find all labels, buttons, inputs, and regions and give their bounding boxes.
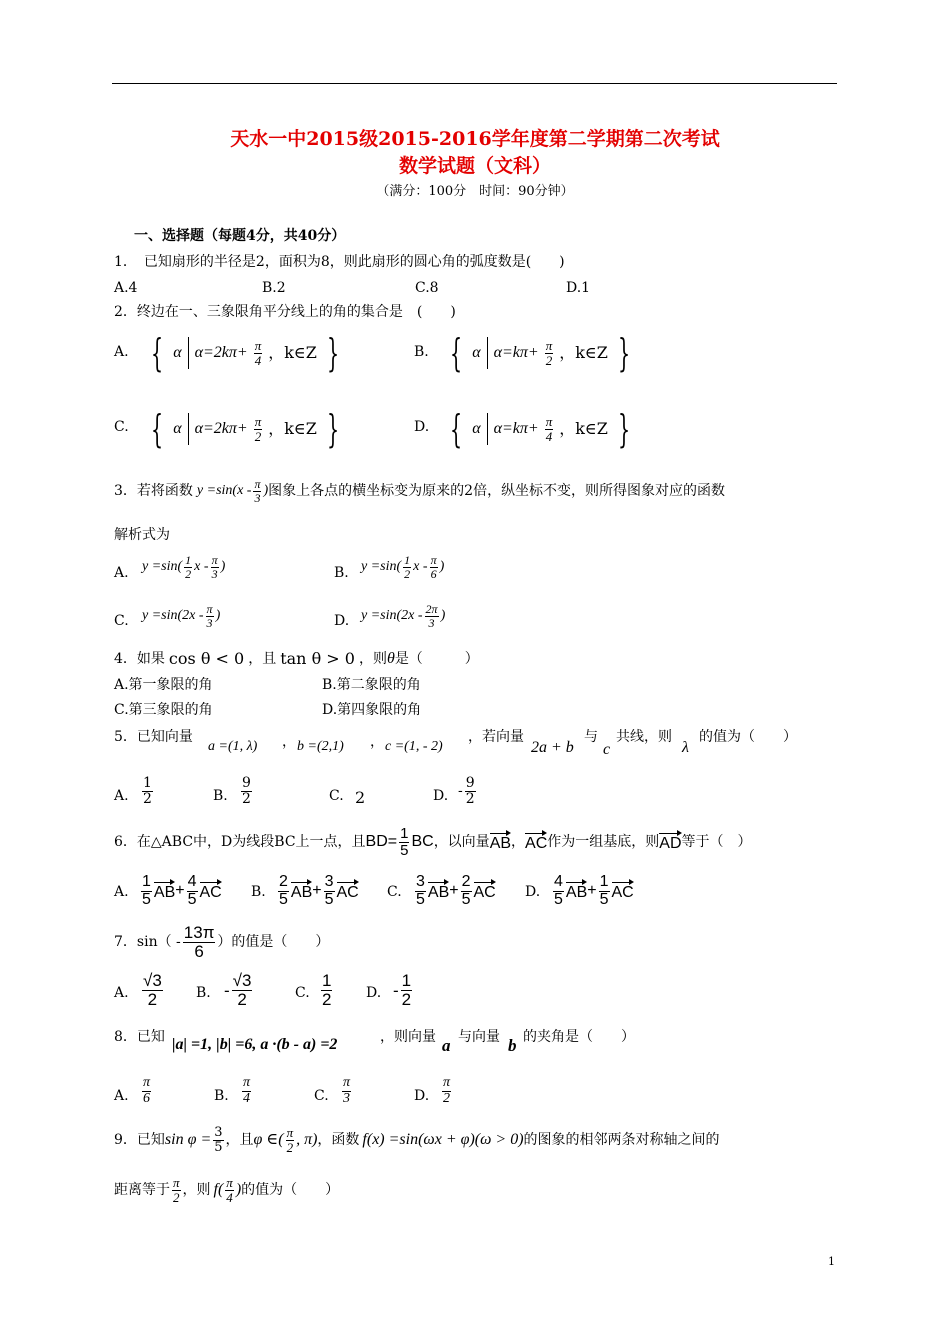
q2-option-a: { α α=2kπ+ $\frac{\pi}{4}$ ，k∈Z } (151, 331, 340, 375)
q1-option-a: A.4 (114, 280, 138, 296)
q8-label-d: D. (414, 1088, 430, 1104)
q5-option-b: $\frac{9}{2}$ (242, 775, 251, 807)
q4-option-a: A.第一象限的角 (114, 677, 213, 693)
q5-lambda: λ (682, 739, 689, 756)
q6-option-d: $\frac{4}{5}$ AB + $\frac{1}{5}$ AC (554, 873, 634, 908)
q7-label-b: B. (196, 985, 211, 1001)
q5-label-a: A. (114, 788, 129, 804)
q5-label-c: C. (329, 788, 344, 804)
q5-with: 与 (584, 729, 598, 745)
q5-stem-mid: ，若向量 (468, 729, 524, 745)
q6-label-b: B. (251, 884, 266, 900)
q3-label-d: D. (334, 613, 350, 629)
q4-stem: 4．如果 cos θ < 0 ，且 tan θ > 0 ，则 θ 是（ ） (114, 649, 479, 668)
q7-option-c: $\frac{1}{2}$ (322, 971, 332, 1009)
q8-vector-a: a (442, 1036, 451, 1055)
q4-option-b: B.第二象限的角 (322, 677, 421, 693)
q8-option-a: $\frac{\pi}{6}$ (143, 1075, 151, 1106)
top-rule (112, 83, 837, 84)
section-heading: 一、选择题（每题4分，共40分） (134, 228, 346, 244)
q3-option-a: y =sin( $\frac{1}{2}$ x - $\frac{\pi}{3}$ ) (142, 553, 226, 581)
q6-label-d: D. (525, 884, 541, 900)
q5-vector-a: a =(1, λ) (208, 739, 258, 754)
q7-label-c: C. (295, 985, 310, 1001)
q9-stem-line2: 距离等于 $\frac{\pi}{2}$ ，则 f( $\frac{\pi}{4}$ ) 的值为（ ） (114, 1175, 340, 1205)
q5-expression: 2a + b (531, 739, 574, 756)
q6-option-a: $\frac{1}{5}$ AB + $\frac{4}{5}$ AC (142, 873, 222, 908)
q1-option-b: B.2 (262, 280, 286, 296)
q1-stem: 1． 已知扇形的半径是2，面积为8，则此扇形的圆心角的弧度数是( ) (114, 254, 565, 270)
q7-label-a: A. (114, 985, 129, 1001)
q4-option-d: D.第四象限的角 (322, 702, 422, 718)
q3-label-c: C. (114, 613, 129, 629)
q6-option-b: $\frac{2}{5}$ AB + $\frac{3}{5}$ AC (279, 873, 359, 908)
q3-option-c: y =sin(2x - $\frac{\pi}{3}$ ) (142, 602, 221, 630)
q8-vector-b: b (508, 1036, 517, 1055)
q1-option-c: C.8 (415, 280, 439, 296)
q8-stem-mid: ，则向量 (380, 1029, 436, 1045)
q8-condition: |a| =1, |b| =6, a ·(b - a) =2 (172, 1036, 338, 1053)
q4-option-c: C.第三象限的角 (114, 702, 213, 718)
q6-stem: 6．在△ABC中，D为线段BC上一点，且 BD= $\frac{1}{5}$ BC ，以向量 AB ， AC 作为一组基底，则 AD 等于（ ） (114, 825, 752, 859)
q6-option-c: $\frac{3}{5}$ AB + $\frac{2}{5}$ AC (416, 873, 496, 908)
exam-title: 天水一中2015级2015-2016学年度第二学期第二次考试 (230, 128, 720, 150)
q5-collinear: 共线，则 (616, 729, 672, 745)
q1-option-d: D.1 (566, 280, 591, 296)
q5-vector-c-ref: c (603, 741, 611, 758)
q2-option-b: { α α=kπ+ $\frac{\pi}{2}$ ，k∈Z } (450, 331, 631, 375)
q6-label-c: C. (387, 884, 402, 900)
q8-option-d: $\frac{\pi}{2}$ (443, 1075, 451, 1106)
exam-subject-title: 数学试题（文科） (398, 155, 551, 177)
q8-label-c: C. (314, 1088, 329, 1104)
q5-option-d: - $\frac{9}{2}$ (458, 775, 475, 807)
q2-label-b: B. (414, 344, 429, 360)
q5-option-c: 2 (355, 788, 366, 807)
q2-option-d: { α α=kπ+ $\frac{\pi}{4}$ ，k∈Z } (450, 407, 631, 451)
q7-option-a: $\frac{√3}{2}$ (143, 971, 162, 1009)
q3-label-a: A. (114, 565, 129, 581)
q5-sep-1: ， (282, 734, 296, 750)
q2-stem: 2．终边在一、三象限角平分线上的角的集合是 ( ) (114, 304, 456, 320)
q5-stem-pre: 5．已知向量 (114, 729, 193, 745)
page-number: 1 (828, 1255, 835, 1268)
q5-label-d: D. (433, 788, 449, 804)
q8-with: 与向量 (458, 1029, 500, 1045)
q2-option-c: { α α=2kπ+ $\frac{\pi}{2}$ ，k∈Z } (151, 407, 340, 451)
q2-label-c: C. (114, 419, 129, 435)
q3-option-d: y =sin(2x - $\frac{2\pi}{3}$ ) (361, 602, 446, 630)
q6-label-a: A. (114, 884, 129, 900)
q5-vector-b: b =(2,1) (297, 739, 344, 754)
q3-stem-line2: 解析式为 (114, 527, 170, 543)
exam-info: （满分：100分 时间：90分钟） (376, 184, 574, 199)
q7-option-b: - $\frac{√3}{2}$ (224, 971, 252, 1009)
q7-stem: 7．sin（ - $\frac{13\pi}{6}$ ）的值是（ ） (114, 923, 330, 961)
q5-label-b: B. (213, 788, 228, 804)
q5-sep-2: ， (370, 734, 384, 750)
q2-label-a: A. (114, 344, 129, 360)
q3-label-b: B. (334, 565, 349, 581)
q8-stem-pre: 8．已知 (114, 1029, 165, 1045)
q3-option-b: y =sin( $\frac{1}{2}$ x - $\frac{\pi}{6}$ ) (361, 553, 445, 581)
q7-option-d: - $\frac{1}{2}$ (393, 971, 412, 1009)
q8-stem-post: 的夹角是（ ） (523, 1029, 635, 1045)
q5-option-a: $\frac{1}{2}$ (143, 775, 152, 807)
q7-label-d: D. (366, 985, 382, 1001)
q5-vector-c: c =(1, - 2) (385, 739, 443, 754)
q8-option-c: $\frac{\pi}{3}$ (343, 1075, 351, 1106)
q8-label-a: A. (114, 1088, 129, 1104)
q8-option-b: $\frac{\pi}{4}$ (243, 1075, 251, 1106)
q9-stem: 9．已知 sin φ = $\frac{3}{5}$ ，且 φ ∈( $\frac{\pi}{2}$ , π) ，函数 f(x) =sin(ωx + φ)(ω > 0) 的图象的相邻两条对称轴之间的 (114, 1125, 720, 1155)
q5-stem-post: 的值为（ ） (699, 729, 797, 745)
q2-label-d: D. (414, 419, 430, 435)
q8-label-b: B. (214, 1088, 229, 1104)
q3-stem: 3．若将函数 y =sin(x - $\frac{\pi}{3}$ ) 图象上各点的横坐标变为原来的2倍，纵坐标不变，则所得图象对应的函数 (114, 477, 726, 505)
